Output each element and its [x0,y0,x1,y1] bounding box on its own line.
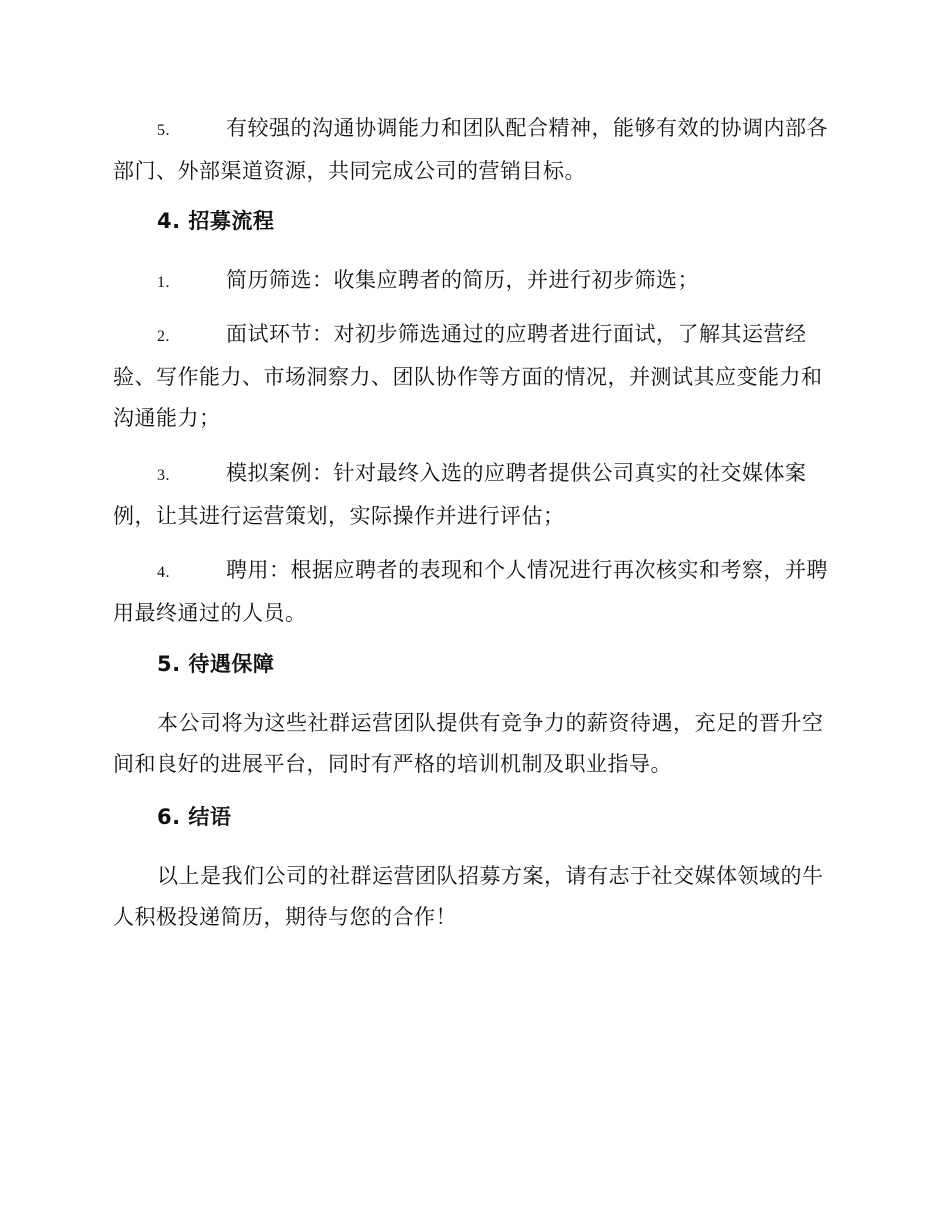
list-text: 面试环节：对初步筛选通过的应聘者进行面试，了解其运营经验、写作能力、市场洞察力、团队协作等方面的情况，并测试其应变能力和沟通能力； [113,322,823,430]
process-item-3 [113,453,835,537]
list-number: 5. [157,122,170,139]
section-heading-conclusion: 6. 结语 [157,805,232,829]
list-text: 有较强的沟通协调能力和团队配合精神，能够有效的协调内部各部门、外部渠道资源，共同完成公司的营销目标。 [113,116,828,183]
list-number: 4. [157,564,170,581]
benefits-paragraph: 本公司将为这些社群运营团队提供有竞争力的薪资待遇，充足的晋升空间和良好的进展平台，同时有严格的培训机制及职业指导。 [113,711,824,776]
process-item-2 [113,314,835,439]
section-heading-recruitment-process: 4. 招募流程 [157,209,275,233]
process-item-4 [113,550,835,634]
requirement-item-5 [113,108,835,192]
list-number: 3. [157,467,170,484]
list-text: 简历筛选：收集应聘者的简历，并进行初步筛选； [226,268,699,292]
section-heading-benefits: 5. 待遇保障 [157,652,275,676]
list-number: 1. [157,274,170,291]
process-item-1 [113,260,835,303]
list-text: 聘用：根据应聘者的表现和个人情况进行再次核实和考察，并聘用最终通过的人员。 [113,558,828,625]
list-text: 模拟案例：针对最终入选的应聘者提供公司真实的社交媒体案例，让其进行运营策划，实际操作并进行评估； [113,461,807,528]
conclusion-paragraph: 以上是我们公司的社群运营团队招募方案，请有志于社交媒体领域的牛人积极投递简历，期待与您的合作！ [113,864,824,929]
list-number: 2. [157,328,170,345]
